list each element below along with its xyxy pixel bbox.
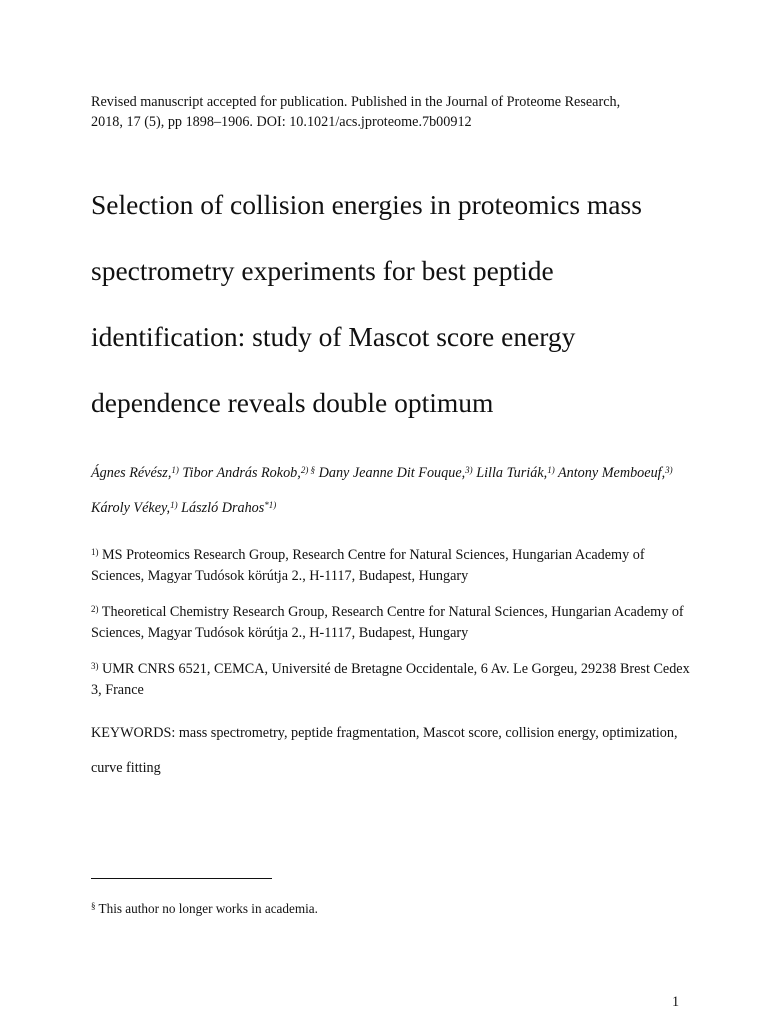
- author-affiliation-mark: 1): [171, 464, 179, 475]
- author-list: [91, 456, 691, 526]
- publication-note-line-1: Revised manuscript accepted for publication. Published in the Journal of Proteome Research,: [91, 94, 621, 110]
- author-affiliation-mark: 2) §: [300, 464, 316, 475]
- author-affiliation-mark: *1): [264, 499, 277, 510]
- author-name: Lilla Turiák,: [476, 465, 548, 481]
- affiliation-1: [91, 545, 691, 587]
- footnote-text: This author no longer works in academia.: [95, 901, 318, 916]
- publication-note: [91, 92, 691, 132]
- title-line: dependence reveals double optimum: [91, 387, 494, 418]
- author-name: Károly Vékey,: [91, 500, 171, 516]
- title-line: spectrometry experiments for best peptide: [91, 255, 554, 286]
- title-line: identification: study of Mascot score energy: [91, 321, 576, 352]
- affiliation-2: [91, 602, 691, 644]
- author-name: Dany Jeanne Dit Fouque,: [318, 465, 466, 481]
- author-name: Ágnes Révész,: [91, 465, 172, 481]
- affiliation-text: Theoretical Chemistry Research Group, Research Centre for Natural Sciences, Hungarian Academy of Sciences, Magyar Tudósok körútja 2., H-1117, Budapest, Hungary: [91, 604, 684, 641]
- paper-title: [91, 172, 711, 436]
- author-name: Tibor András Rokob,: [182, 465, 301, 481]
- affiliation-mark: 2): [91, 603, 99, 614]
- title-line: Selection of collision energies in proteomics mass: [91, 189, 642, 220]
- publication-note-line-2: 2018, 17 (5), pp 1898–1906. DOI: 10.1021/acs.jproteome.7b00912: [91, 114, 472, 130]
- footnote-divider: [91, 878, 272, 879]
- affiliation-3: [91, 659, 691, 701]
- affiliation-mark: 1): [91, 546, 99, 557]
- keywords-text: KEYWORDS: mass spectrometry, peptide fragmentation, Mascot score, collision energy, optimization, curve fitting: [91, 725, 678, 776]
- author-affiliation-mark: 1): [547, 464, 555, 475]
- page-number: 1: [672, 994, 680, 1010]
- footnote: [91, 900, 491, 918]
- affiliation-mark: 3): [91, 660, 99, 671]
- keywords: [91, 716, 691, 786]
- footnote-mark: §: [91, 900, 96, 911]
- affiliation-text: UMR CNRS 6521, CEMCA, Université de Bretagne Occidentale, 6 Av. Le Gorgeu, 29238 Brest Cedex 3, France: [91, 661, 690, 698]
- affiliation-text: MS Proteomics Research Group, Research Centre for Natural Sciences, Hungarian Academy of Sciences, Magyar Tudósok körútja 2., H-1117, Budapest, Hungary: [91, 547, 645, 584]
- author-name: Antony Memboeuf,: [557, 465, 666, 481]
- author-affiliation-mark: 1): [170, 499, 178, 510]
- author-affiliation-mark: 3): [665, 464, 673, 475]
- author-name: László Drahos: [181, 500, 265, 516]
- author-affiliation-mark: 3): [465, 464, 473, 475]
